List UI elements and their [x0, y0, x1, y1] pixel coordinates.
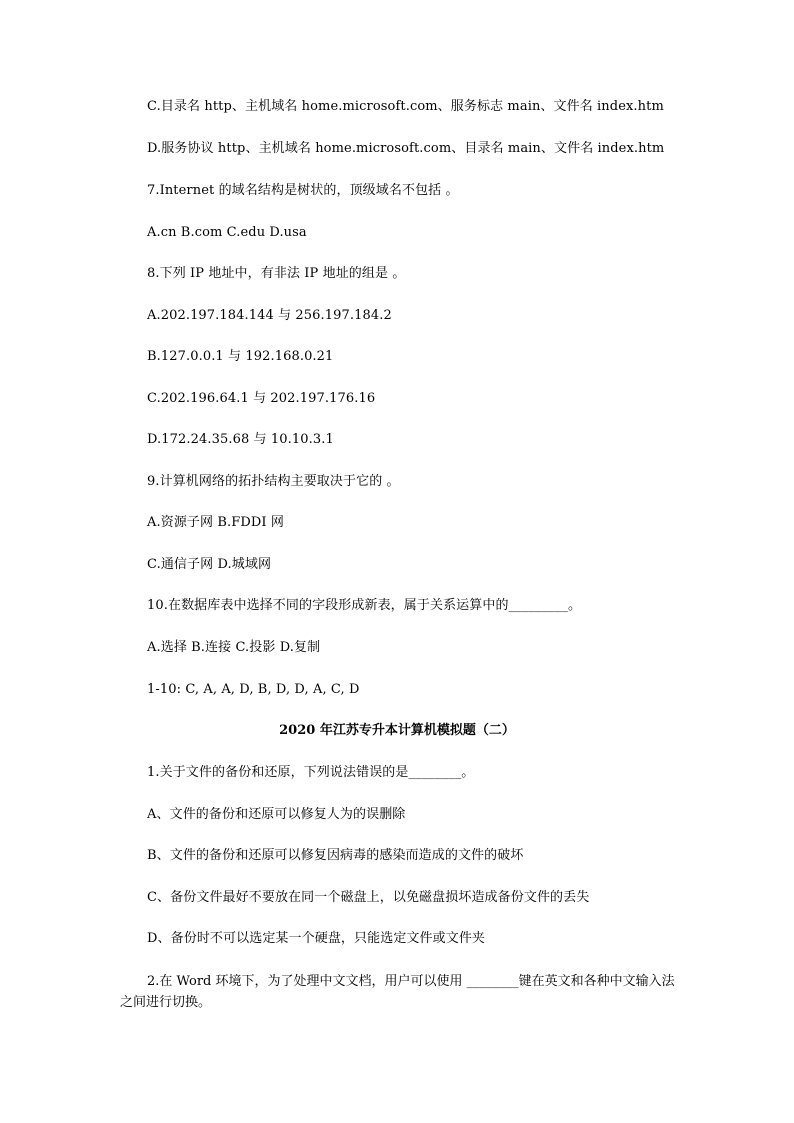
option-line: C.202.196.64.1 与 202.197.176.16 — [147, 391, 376, 406]
question-line: 9.计算机网络的拓扑结构主要取决于它的 。 — [147, 474, 400, 489]
option-line: D.服务协议 http、主机域名 home.microsoft.com、目录名 main、文件名 index.htm — [147, 141, 665, 156]
option-line: A.cn B.com C.edu D.usa — [147, 225, 307, 240]
option-line: B、文件的备份和还原可以修复因病毒的感染而造成的文件的破坏 — [147, 848, 524, 863]
option-line: C、备份文件最好不要放在同一个磁盘上，以免磁盘损坏造成备份文件的丢失 — [147, 890, 590, 905]
option-line: C.通信子网 D.城域网 — [147, 557, 272, 572]
option-line: D.172.24.35.68 与 10.10.3.1 — [147, 432, 334, 447]
option-line: A.选择 B.连接 C.投影 D.复制 — [147, 640, 321, 655]
question-line: 8.下列 IP 地址中，有非法 IP 地址的组是 。 — [147, 266, 406, 281]
option-line: A、文件的备份和还原可以修复人为的误删除 — [147, 807, 406, 822]
option-line: A.资源子网 B.FDDI 网 — [147, 515, 284, 530]
option-line: B.127.0.0.1 与 192.168.0.21 — [147, 349, 334, 364]
question-line: 10.在数据库表中选择不同的字段形成新表，属于关系运算中的_________。 — [147, 598, 582, 613]
question-paragraph: 2.在 Word 环境下，为了处理中文文档，用户可以使用 ________键在英文和各种中文输入法之间进行切换。 — [120, 974, 675, 1010]
question-line: 1.关于文件的备份和还原，下列说法错误的是________。 — [147, 765, 475, 780]
option-line: A.202.197.184.144 与 256.197.184.2 — [147, 308, 392, 323]
question-line: 7.Internet 的域名结构是树状的，顶级域名不包括 。 — [147, 183, 459, 198]
option-line: C.目录名 http、主机域名 home.microsoft.com、服务标志 main、文件名 index.htm — [147, 99, 664, 114]
answer-key-line: 1-10: C, A, A, D, B, D, D, A, C, D — [147, 682, 360, 697]
option-line: D、备份时不可以选定某一个硬盘，只能选定文件或文件夹 — [147, 931, 486, 946]
section-title: 2020 年江苏专升本计算机模拟题（二） — [279, 723, 515, 738]
